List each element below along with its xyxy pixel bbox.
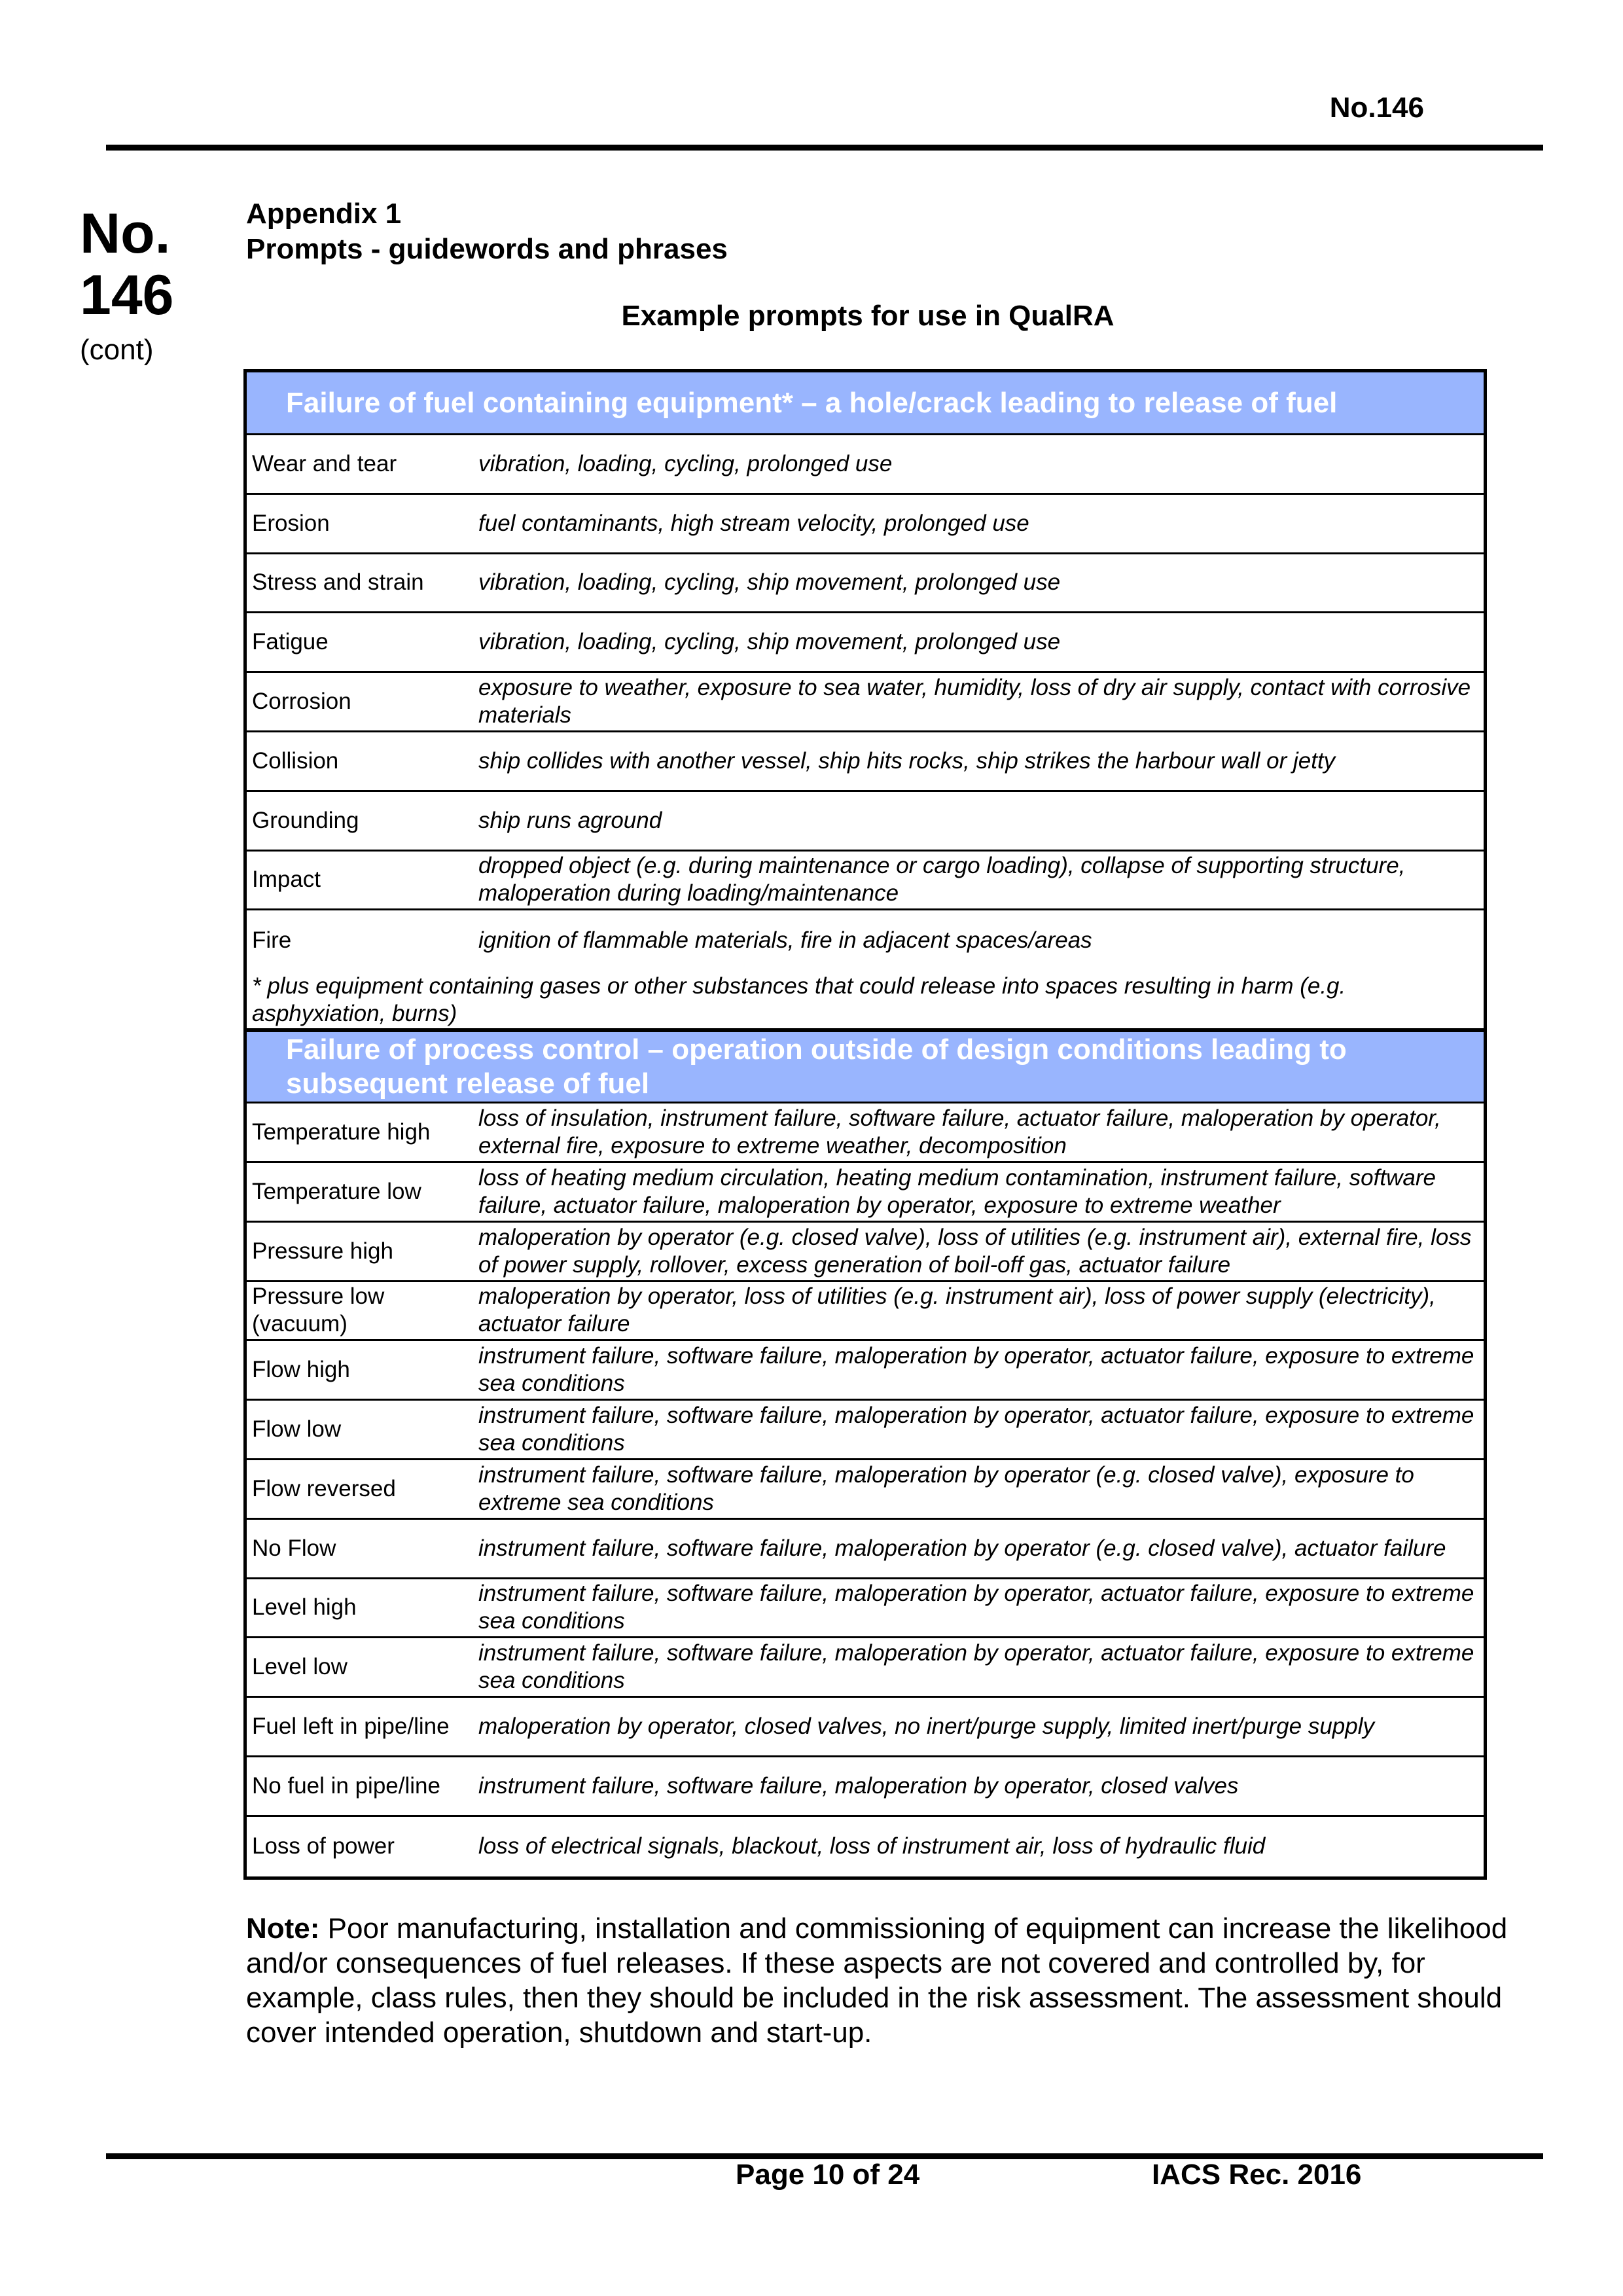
- table-row: [247, 554, 1484, 614]
- guideword-cell: Temperature low: [252, 1178, 421, 1204]
- table-row: [247, 435, 1484, 495]
- prompts-table: [243, 369, 1487, 1880]
- document-reference: No.146: [1329, 92, 1424, 124]
- section-header-process-control: [247, 1030, 1484, 1103]
- guideword-cell: Temperature high: [252, 1119, 431, 1145]
- prompt-phrase-cell: instrument failure, software failure, maloperation by operator, actuator failure, exposure to extreme sea conditions: [478, 1581, 1474, 1634]
- guideword-cell: Flow high: [252, 1357, 350, 1383]
- side-cont-label: (cont): [80, 334, 154, 366]
- note-text: Poor manufacturing, installation and commissioning of equipment can increase the likelihood and/or consequences of fuel releases. If these aspects are not covered and controlled by, for example, class rules, then they should be included in the risk assessment. The assessment should cover intended operation, shutdown and start-up.: [246, 1912, 1508, 2049]
- table-row: [247, 1401, 1484, 1460]
- table-row: [247, 1103, 1484, 1163]
- table-row: [247, 1698, 1484, 1757]
- prompt-phrase-cell: maloperation by operator, closed valves, no inert/purge supply, limited inert/purge supply: [478, 1713, 1374, 1740]
- page-number: Page 10 of 24: [736, 2159, 920, 2191]
- table-title: Example prompts for use in QualRA: [621, 300, 1115, 332]
- header-rule: [106, 145, 1543, 151]
- prompt-phrase-cell: instrument failure, software failure, maloperation by operator, actuator failure, exposure to extreme sea conditions: [478, 1640, 1474, 1694]
- prompt-phrase-cell: instrument failure, software failure, maloperation by operator, closed valves: [478, 1772, 1239, 1799]
- guideword-cell: No fuel in pipe/line: [252, 1772, 440, 1799]
- prompt-phrase-cell: ship collides with another vessel, ship hits rocks, ship strikes the harbour wall or jetty: [478, 747, 1336, 774]
- note-paragraph: [246, 1911, 1509, 2050]
- guideword-cell: Stress and strain: [252, 569, 424, 596]
- table-row: [247, 1520, 1484, 1579]
- prompt-phrase-cell: loss of electrical signals, blackout, loss of instrument air, loss of hydraulic fluid: [478, 1833, 1266, 1859]
- table-row: [247, 1282, 1484, 1342]
- prompt-phrase-cell: fuel contaminants, high stream velocity, prolonged use: [478, 510, 1029, 536]
- appendix-subtitle: Prompts - guidewords and phrases: [246, 233, 728, 265]
- guideword-cell: Erosion: [252, 510, 330, 536]
- table-row: [247, 1579, 1484, 1639]
- guideword-cell: Wear and tear: [252, 450, 397, 476]
- guideword-cell: Loss of power: [252, 1833, 395, 1859]
- guideword-cell: Pressure high: [252, 1238, 393, 1264]
- prompt-phrase-cell: maloperation by operator (e.g. closed valve), loss of utilities (e.g. instrument air), external fire, loss of power supply, rollover, excess generation of boil-off gas, actuator failure: [478, 1224, 1472, 1278]
- table-row: [247, 732, 1484, 792]
- guideword-cell: Impact: [252, 867, 321, 893]
- section-header-equipment: [247, 372, 1484, 435]
- prompt-phrase-cell: ship runs aground: [478, 807, 662, 833]
- appendix-title: Appendix 1: [246, 198, 402, 230]
- guideword-cell: Level high: [252, 1594, 357, 1621]
- guideword-cell: Fatigue: [252, 629, 329, 655]
- guideword-cell: Level low: [252, 1654, 348, 1680]
- table-row: [247, 1460, 1484, 1520]
- prompt-phrase-cell: loss of heating medium circulation, heating medium contamination, instrument failure, software failure, actuator failure, maloperation by operator, exposure to extreme weather: [478, 1164, 1436, 1218]
- prompt-phrase-cell: vibration, loading, cycling, ship movement, prolonged use: [478, 569, 1061, 596]
- prompt-phrase-cell: instrument failure, software failure, maloperation by operator, actuator failure, exposure to extreme sea conditions: [478, 1343, 1474, 1397]
- guideword-cell: Flow reversed: [252, 1475, 396, 1501]
- appendix-heading: [246, 196, 728, 267]
- prompt-phrase-cell: vibration, loading, cycling, prolonged use: [478, 450, 893, 476]
- table-row: [247, 613, 1484, 673]
- prompt-phrase-cell: ignition of flammable materials, fire in adjacent spaces/areas: [478, 927, 1092, 953]
- guideword-cell: Corrosion: [252, 689, 351, 715]
- prompt-phrase-cell: vibration, loading, cycling, ship movement, prolonged use: [478, 629, 1061, 655]
- table-row: [247, 1223, 1484, 1282]
- recommendation-reference: IACS Rec. 2016: [1152, 2159, 1362, 2191]
- section-heading: Failure of fuel containing equipment* – a hole/crack leading to release of fuel: [286, 386, 1338, 419]
- side-number-line1: No.: [80, 202, 171, 265]
- prompt-phrase-cell: exposure to weather, exposure to sea water, humidity, loss of dry air supply, contact with corrosive materials: [478, 675, 1471, 728]
- table-row: [247, 1638, 1484, 1698]
- table-row: [247, 673, 1484, 732]
- table-row: [247, 1163, 1484, 1223]
- guideword-cell: Flow low: [252, 1416, 342, 1443]
- guideword-cell: Fire: [252, 927, 292, 953]
- prompt-phrase-cell: loss of insulation, instrument failure, software failure, actuator failure, maloperation by operator, external fire, exposure to extreme weather, decomposition: [478, 1105, 1441, 1159]
- guideword-cell: Fuel left in pipe/line: [252, 1713, 450, 1740]
- table-row: [247, 1817, 1484, 1876]
- table-row: [247, 910, 1484, 970]
- section-heading: Failure of process control – operation outside of design conditions leading to subsequent release of fuel: [286, 1033, 1347, 1100]
- prompt-phrase-cell: maloperation by operator, loss of utilities (e.g. instrument air), loss of power supply (electricity), actuator failure: [478, 1283, 1436, 1337]
- guideword-cell: Collision: [252, 747, 339, 774]
- table-row: [247, 1757, 1484, 1817]
- table-row: [247, 852, 1484, 911]
- guideword-cell: No Flow: [252, 1535, 336, 1561]
- prompt-phrase-cell: instrument failure, software failure, maloperation by operator (e.g. closed valve), exposure to extreme sea conditions: [478, 1462, 1414, 1515]
- side-number: [80, 203, 185, 326]
- prompt-phrase-cell: instrument failure, software failure, maloperation by operator (e.g. closed valve), actuator failure: [478, 1535, 1446, 1561]
- table-row: [247, 792, 1484, 852]
- note-label: Note:: [246, 1912, 320, 1945]
- guideword-cell: Grounding: [252, 807, 359, 833]
- side-number-line2: 146: [80, 264, 174, 327]
- prompt-phrase-cell: dropped object (e.g. during maintenance or cargo loading), collapse of supporting structure, maloperation during loading/maintenance: [478, 853, 1406, 906]
- table-row: [247, 1341, 1484, 1401]
- table-footnote: * plus equipment containing gases or other substances that could release into spaces resulting in harm (e.g. asphyxiation, burns): [247, 970, 1484, 1030]
- section-rows-process-control: [247, 1103, 1484, 1876]
- table-row: [247, 495, 1484, 554]
- guideword-cell: Pressure low (vacuum): [252, 1283, 385, 1337]
- section-rows-equipment: [247, 435, 1484, 970]
- prompt-phrase-cell: instrument failure, software failure, maloperation by operator, actuator failure, exposure to extreme sea conditions: [478, 1403, 1474, 1456]
